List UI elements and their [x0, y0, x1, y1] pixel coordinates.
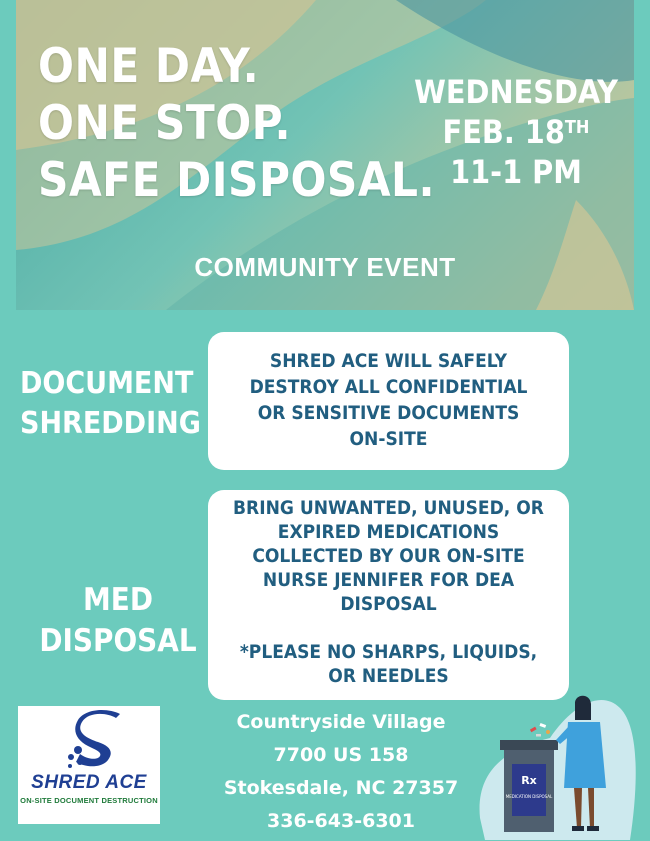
event-type-label: COMMUNITY EVENT: [194, 252, 456, 282]
contact-info: [196, 706, 486, 838]
svg-text:MEDICATION DISPOSAL: MEDICATION DISPOSAL: [505, 794, 553, 799]
event-time: 11-1 PM: [450, 153, 582, 191]
medication-disposal-illustration: [470, 668, 640, 840]
phone-number: 336-643-6301: [267, 810, 415, 832]
svg-text:Rx: Rx: [521, 774, 537, 787]
med-disposal-label: MED DISPOSAL: [39, 582, 197, 659]
city-state-zip: Stokesdale, NC 27357: [223, 777, 459, 799]
shred-ace-logo: [18, 706, 160, 824]
logo-tagline: ON-SITE DOCUMENT DESTRUCTION: [20, 796, 158, 805]
headline-line-2: ONE STOP.: [38, 96, 292, 151]
document-shredding-description: SHRED ACE WILL SAFELY DESTROY ALL CONFIDENTIAL OR SENSITIVE DOCUMENTS ON-SITE: [208, 332, 569, 470]
headline-line-3: SAFE DISPOSAL.: [38, 153, 436, 208]
event-weekday: WEDNESDAY: [414, 73, 618, 111]
event-day: FEB. 18TH: [442, 113, 590, 151]
shred-ace-s-icon: [66, 710, 126, 774]
document-shredding-label: DOCUMENT SHREDDING: [20, 366, 201, 441]
logo-name: SHRED ACE: [31, 772, 147, 793]
disposal-bin-icon: [500, 740, 558, 832]
event-date: [406, 72, 626, 192]
event-day-suffix: TH: [564, 117, 590, 138]
med-disposal-description: BRING UNWANTED, UNUSED, OR EXPIRED MEDICATIONS COLLECTED BY OUR ON-SITE NURSE JENNIFER FOR DEA DISPOSAL *PLEASE NO SHARPS, LIQUIDS, OR NEEDLES: [208, 490, 569, 700]
pills-icon: [530, 723, 550, 736]
venue-name: Countryside Village: [236, 711, 446, 733]
headline: [38, 38, 435, 209]
med-disposal-note: *PLEASE NO SHARPS, LIQUIDS, OR NEEDLES: [239, 641, 538, 687]
street-address: 7700 US 158: [273, 744, 409, 766]
headline-line-1: ONE DAY.: [38, 39, 260, 94]
